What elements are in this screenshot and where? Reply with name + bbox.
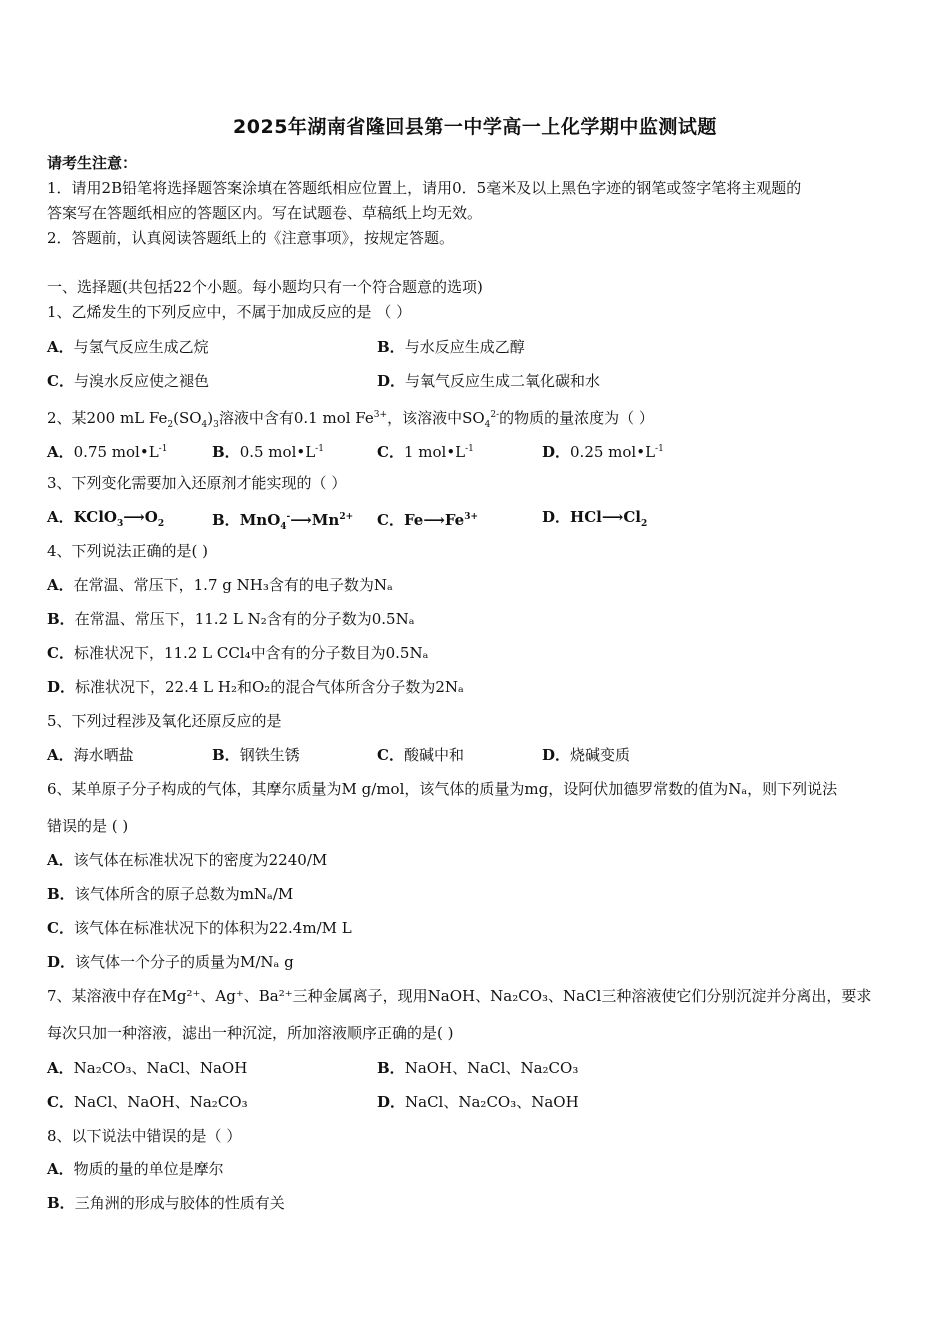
q6-option-b: B．该气体所含的原子总数为mNₐ/M [47,885,294,903]
q5-option-a: A．海水晒盐 [47,746,134,764]
q2-stem: 2、某200 mL $Fe_2(SO_4)_3$溶液中含有0.1 mol $Fe^{3+}$，该溶液中$SO_4^{2-}$的物质的量浓度为（ ） [47,409,654,430]
section-heading: 一、选择题(共包括22个小题。每小题均只有一个符合题意的选项) [47,278,483,296]
arrow-icon: ⟶ [290,511,312,529]
option-label: A． [47,338,74,356]
q6-stem-2: 错误的是 ( ) [47,817,129,835]
q5-option-b: B．钢铁生锈 [212,746,300,764]
q1-option-c [47,371,209,391]
arrow-icon: ⟶ [423,511,445,529]
page-title: 2025年湖南省隆回县第一中学高一上化学期中监测试题 [233,116,717,138]
option-text: 与氧气反应生成二氧化碳和水 [405,372,601,390]
q3-stem: 3、下列变化需要加入还原剂才能实现的（ ） [47,474,347,492]
q2-option-b: B．0.5 $mol•L^{-1}$ [212,443,324,461]
option-label: C． [47,372,74,390]
q7-option-a: A．Na₂CO₃、NaCl、NaOH [47,1059,248,1077]
notice-line-1: 1．请用2B铅笔将选择题答案涂填在答题纸相应位置上，请用0．5毫米及以上黑色字迹的钢笔或签字笔将主观题的 [47,179,802,197]
q7-option-d: D．NaCl、Na₂CO₃、NaOH [377,1093,579,1111]
q2-option-a: A．0.75 $mol•L^{-1}$ [47,443,168,461]
option-label: D． [377,372,406,390]
q7-option-b: B．NaOH、NaCl、Na₂CO₃ [377,1059,579,1077]
notice-heading: 请考生注意： [47,154,138,172]
q2-option-d: D．0.25 $mol•L^{-1}$ [542,443,664,461]
q4-option-b: B．在常温、常压下，11.2 L N₂含有的分子数为0.5Nₐ [47,610,415,628]
q6-option-d: D．该气体一个分子的质量为M/Nₐ g [47,953,294,971]
arrow-icon: ⟶ [601,508,624,526]
q3-option-d: D．$HCl⟶Cl_2$ [542,508,648,529]
q6-option-c: C．该气体在标准状况下的体积为22.4m/M L [47,919,352,937]
option-label: B． [377,338,405,356]
q4-option-c: C．标准状况下，11.2 L CCl₄中含有的分子数目为0.5Nₐ [47,644,429,662]
q3-option-b: B．$MnO_4^-⟶Mn^{2+}$ [212,511,354,532]
q6-stem-1: 6、某单原子分子构成的气体，其摩尔质量为M g/mol，该气体的质量为mg，设阿伏加德罗常数的值为Nₐ，则下列说法 [47,780,838,798]
q4-stem: 4、下列说法正确的是( ) [47,542,209,560]
q1-option-a [47,337,209,357]
option-text: 与水反应生成乙醇 [404,338,525,356]
q4-option-a: A．在常温、常压下，1.7 g NH₃含有的电子数为Nₐ [47,576,393,594]
q1-option-b [377,337,525,357]
notice-line-2: 2．答题前，认真阅读答题纸上的《注意事项》，按规定答题。 [47,229,455,247]
q2-option-c: C．1 $mol•L^{-1}$ [377,443,474,461]
option-text: 与溴水反应使之褪色 [73,372,209,390]
q5-stem: 5、下列过程涉及氧化还原反应的是 [47,712,282,730]
q4-option-d: D．标准状况下，22.4 L H₂和O₂的混合气体所含分子数为2Nₐ [47,678,464,696]
q8-option-b: B．三角洲的形成与胶体的性质有关 [47,1194,285,1212]
notice-line-1b: 答案写在答题纸相应的答题区内。写在试题卷、草稿纸上均无效。 [47,204,483,222]
q5-option-d: D．烧碱变质 [542,746,631,764]
q8-stem: 8、以下说法中错误的是（ ） [47,1127,242,1145]
arrow-icon: ⟶ [123,508,145,526]
q7-stem-2: 每次只加一种溶液，滤出一种沉淀，所加溶液顺序正确的是( ) [47,1024,454,1042]
option-text: 与氢气反应生成乙烷 [73,338,209,356]
q1-stem: 1、乙烯发生的下列反应中，不属于加成反应的是 （ ） [47,303,412,321]
q3-option-c: C．$Fe⟶Fe^{3+}$ [377,511,479,529]
q3-option-a: A．$KClO_3⟶O_2$ [47,508,165,529]
q8-option-a: A．物质的量的单位是摩尔 [47,1160,224,1178]
q7-option-c: C．NaCl、NaOH、Na₂CO₃ [47,1093,248,1111]
q7-stem-1: 7、某溶液中存在Mg²⁺、Ag⁺、Ba²⁺三种金属离子，现用NaOH、Na₂CO₃、NaCl三种溶液使它们分别沉淀并分离出，要求 [47,987,872,1005]
q6-option-a: A．该气体在标准状况下的密度为2240/M [47,851,328,869]
q1-option-d [377,371,600,391]
q5-option-c: C．酸碱中和 [377,746,464,764]
